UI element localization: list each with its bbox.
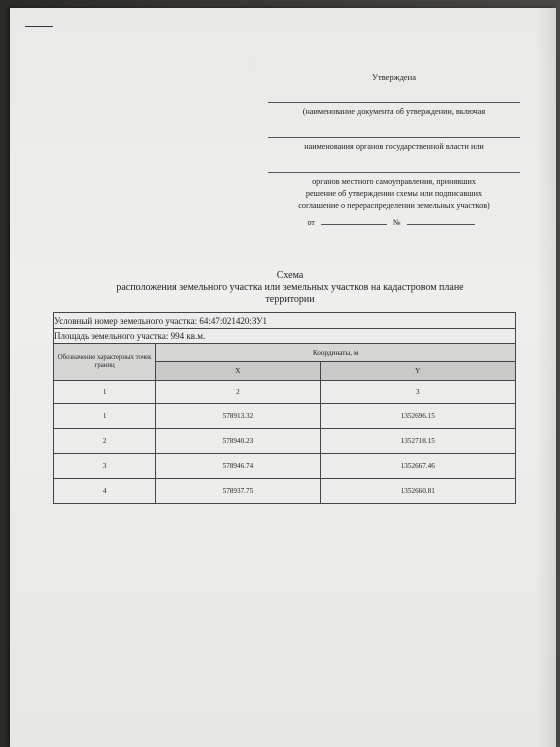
signature-line-3	[268, 162, 520, 173]
coordinates-table	[53, 312, 516, 504]
index-cell: 2	[156, 381, 320, 404]
number-prefix: №	[392, 218, 401, 228]
date-prefix: от	[307, 218, 315, 228]
y-cell: 1352660.81	[320, 479, 515, 504]
index-row	[54, 381, 516, 404]
index-cell: 1	[54, 381, 156, 404]
approval-caption-1: (наименование документа об утверждении, включая	[302, 107, 486, 117]
ink-mark: ˈ	[250, 64, 252, 70]
point-cell: 2	[54, 429, 156, 454]
date-number-row	[260, 216, 528, 228]
x-header: X	[156, 362, 320, 381]
y-cell: 1352696.15	[320, 404, 515, 429]
coordinates-header: Координаты, м	[156, 344, 516, 362]
table-row	[54, 429, 516, 454]
point-cell: 4	[54, 479, 156, 504]
scheme-subtitle-2: территории	[265, 294, 315, 306]
number-blank	[407, 216, 475, 225]
index-cell: 3	[320, 381, 515, 404]
parcel-area: Площадь земельного участка: 994 кв.м.	[54, 329, 516, 344]
approved-label: Утверждена	[371, 72, 416, 82]
point-cell: 1	[54, 404, 156, 429]
x-cell: 578946.74	[156, 454, 320, 479]
scheme-title: Схема	[276, 270, 304, 281]
signature-line-2	[268, 127, 520, 138]
y-cell: 1352718.15	[320, 429, 515, 454]
scheme-heading	[80, 270, 500, 307]
approval-caption-3a: органов местного самоуправления, принявших	[312, 176, 476, 186]
corner-mark	[25, 26, 53, 27]
scheme-subtitle: расположения земельного участка или земельных участков на кадастровом плане	[116, 282, 464, 294]
approval-block	[260, 66, 528, 228]
table-row	[54, 404, 516, 429]
x-cell: 578940.23	[156, 429, 320, 454]
table-row	[54, 479, 516, 504]
point-cell: 3	[54, 454, 156, 479]
approval-caption-3c: соглашение о перераспределении земельных участков)	[298, 200, 490, 210]
x-cell: 578913.32	[156, 404, 320, 429]
y-header: Y	[320, 362, 515, 381]
signature-line-1	[268, 92, 520, 103]
table-row	[54, 454, 516, 479]
x-cell: 578937.75	[156, 479, 320, 504]
approval-caption-2: наименования органов государственной власти или	[304, 142, 484, 152]
date-blank	[321, 216, 387, 225]
approval-caption-3b: решение об утверждении схемы или подписавших	[305, 188, 483, 198]
parcel-number: Условный номер земельного участка: 64:47:021420:ЗУ1	[54, 313, 516, 329]
points-header: Обозначение характерных точек границ	[54, 344, 156, 381]
y-cell: 1352667.46	[320, 454, 515, 479]
